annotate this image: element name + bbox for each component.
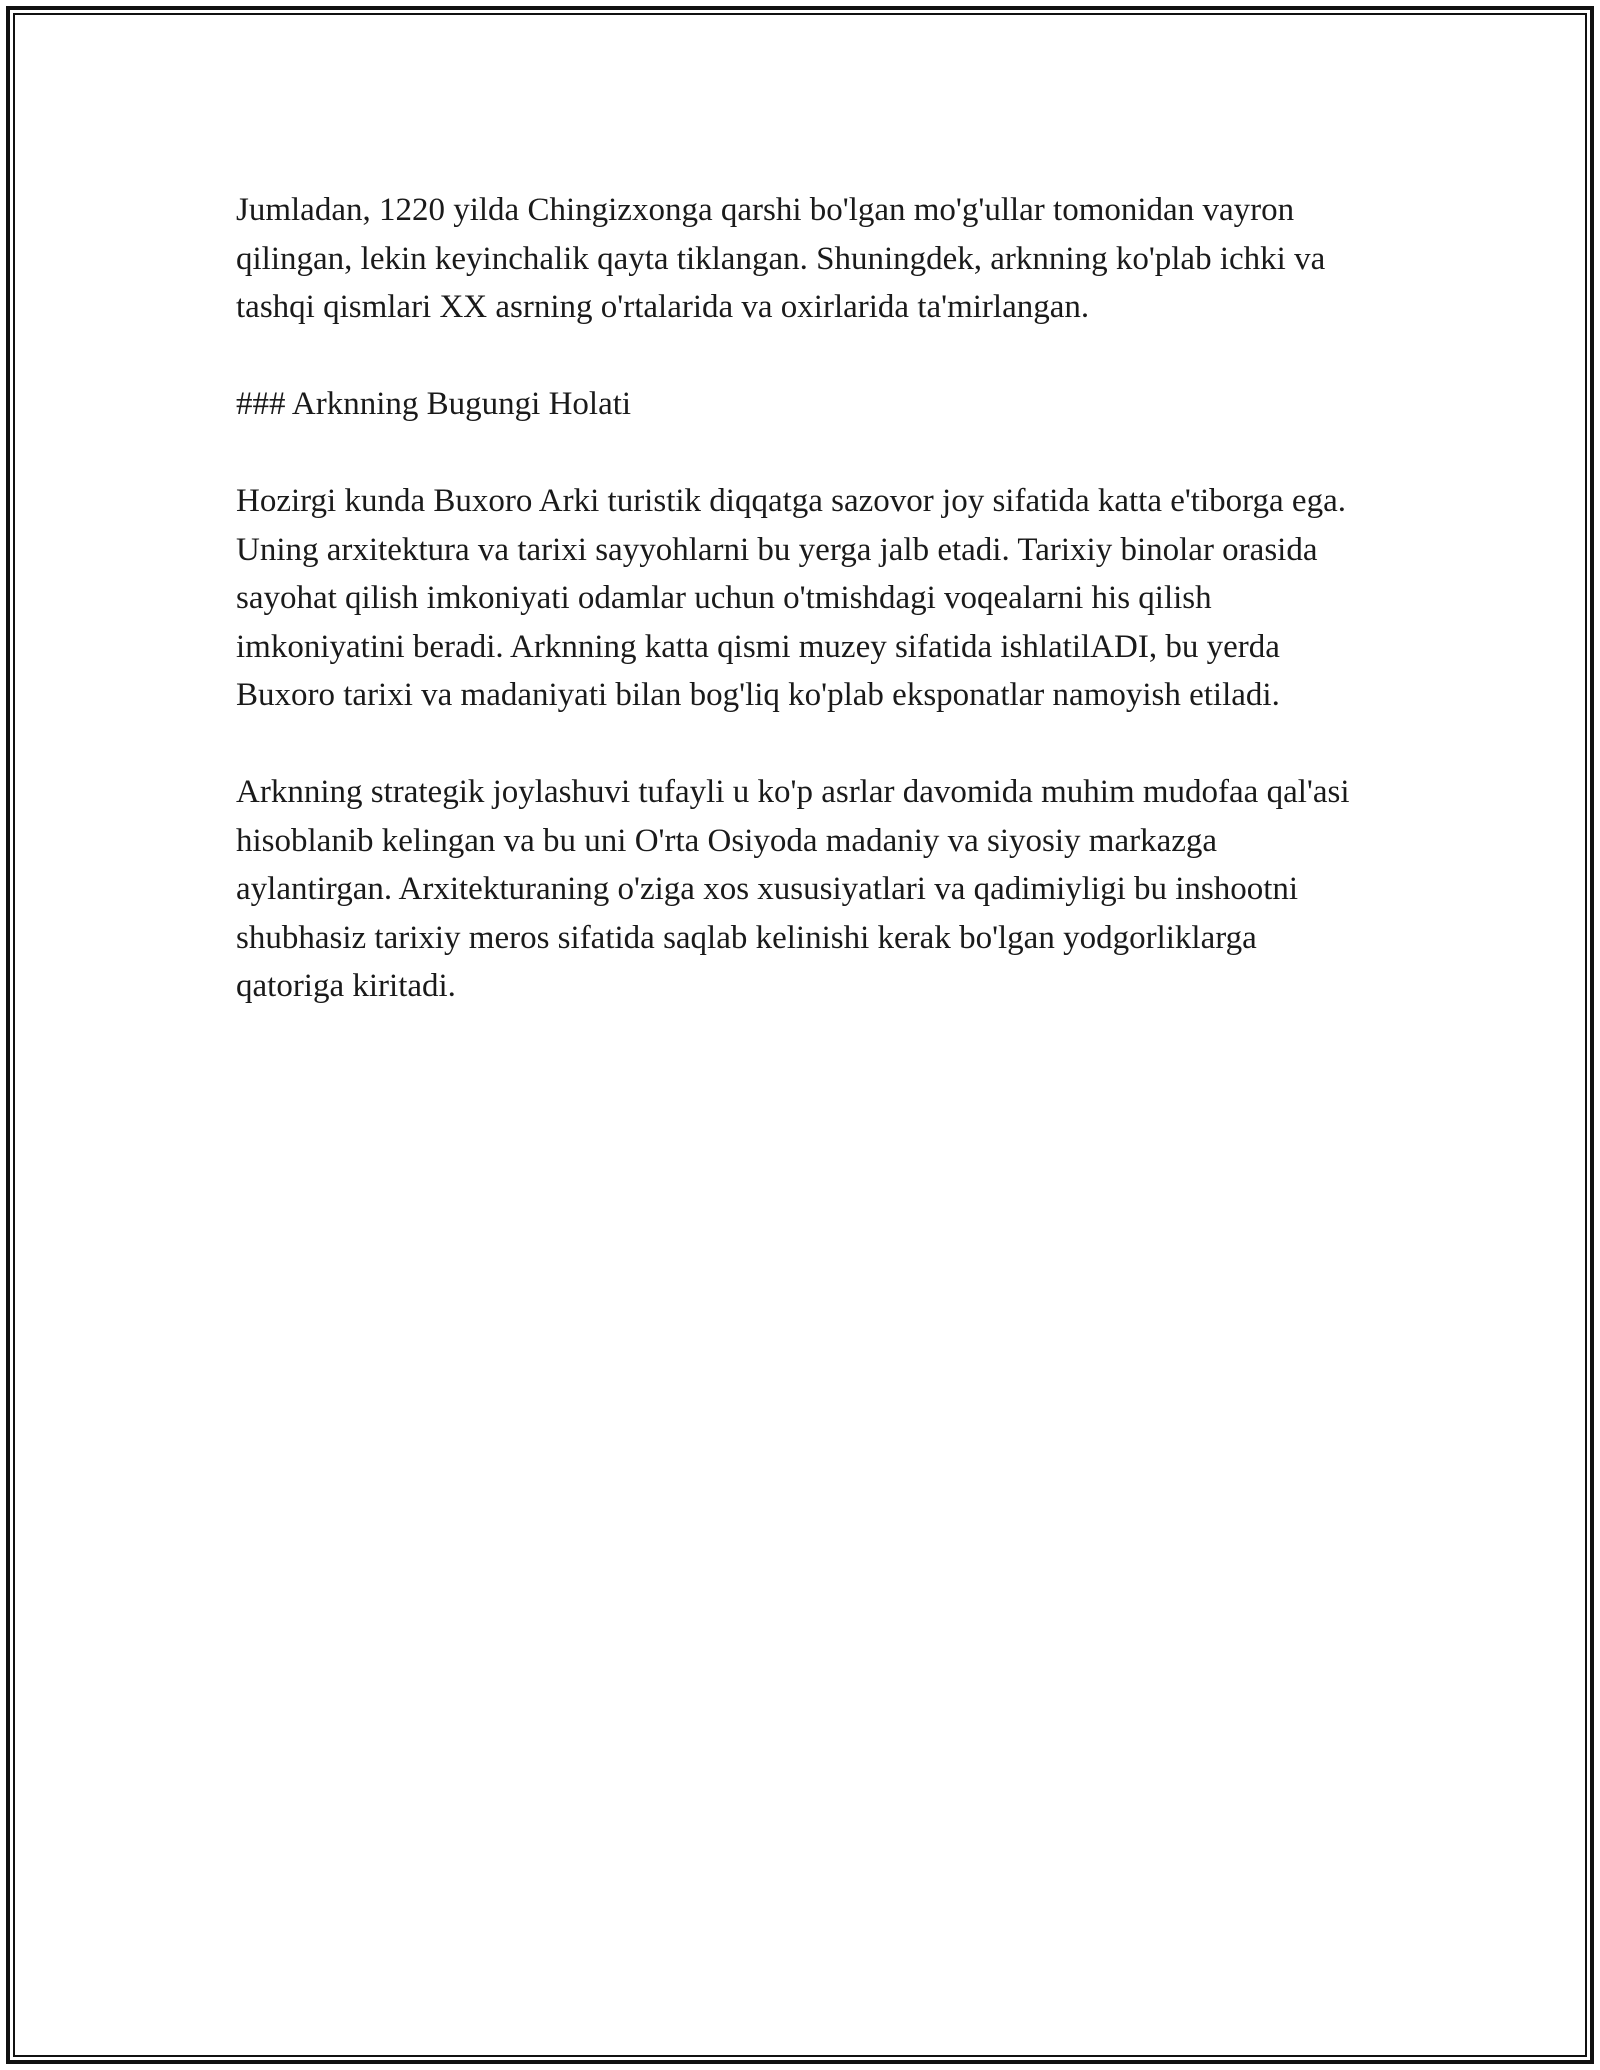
paragraph-current-state: Hozirgi kunda Buxoro Arki turistik diqqatga sazovor joy sifatida katta e'tiborga ega. Uning arxitektura va tarixi sayyohlarni bu yerga jalb etadi. Tarixiy binolar orasida sayohat qilish imkoniyati odamlar uchun o'tmishdagi voqealarni his qilish imkoniyatini beradi. Arknning katta qismi muzey sifatida ishlatilADI, bu yerda Buxoro tarixi va madaniyati bilan bog'liq ko'plab eksponatlar namoyish etiladi. — [236, 483, 1346, 713]
document-body — [236, 186, 1366, 1059]
paragraph-restoration: Jumladan, 1220 yilda Chingizxonga qarshi bo'lgan mo'g'ullar tomonidan vayron qilingan, lekin keyinchalik qayta tiklangan. Shuningdek, arknning ko'plab ichki va tashqi qismlari XX asrning o'rtalarida va oxirlarida ta'mirlangan. — [236, 192, 1326, 325]
section-heading: ### Arknning Bugungi Holati — [236, 386, 632, 422]
paragraph-strategic-location: Arknning strategik joylashuvi tufayli u ko'p asrlar davomida muhim mudofaa qal'asi hisoblanib kelingan va bu uni O'rta Osiyoda madaniy va siyosiy markazga aylantirgan. Arxitekturaning o'ziga xos xususiyatlari va qadimiyligi bu inshootni shubhasiz tarixiy meros sifatida saqlab kelinishi kerak bo'lgan yodgorliklarga qatoriga kiritadi. — [236, 774, 1350, 1004]
